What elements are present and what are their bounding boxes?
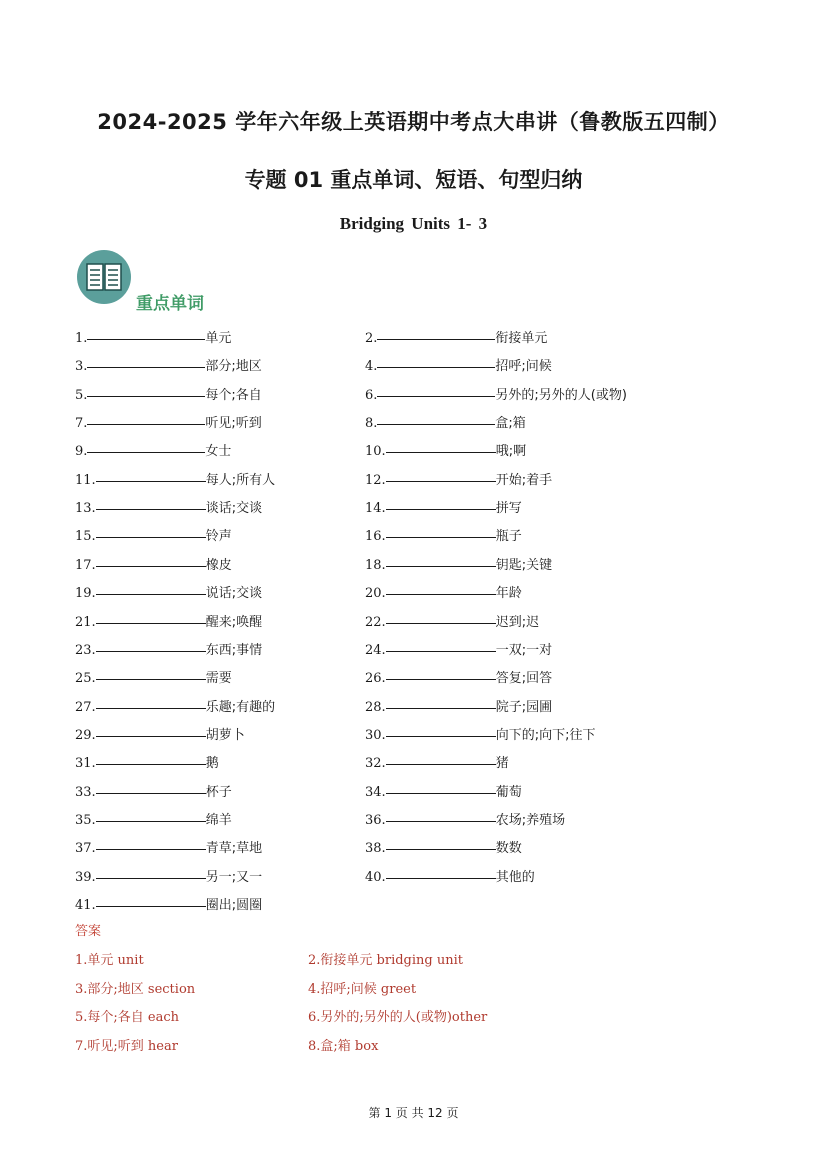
vocab-item: [75, 779, 232, 799]
answer-blank[interactable]: [386, 495, 496, 510]
vocab-item: [365, 864, 535, 884]
vocab-number: 20.: [365, 586, 386, 602]
vocab-meaning: 答复;回答: [495, 671, 553, 687]
vocab-item: [75, 410, 262, 430]
vocab-meaning: 东西;事情: [205, 642, 263, 658]
vocab-number: 19.: [75, 586, 96, 602]
vocab-meaning: 醒来;唤醒: [205, 614, 263, 630]
answer-item: 1.单元 unit: [75, 953, 144, 968]
vocab-item: [75, 353, 262, 373]
answer-blank[interactable]: [377, 325, 495, 340]
vocab-number: 25.: [75, 671, 96, 687]
answer-blank[interactable]: [96, 779, 206, 794]
answer-item: 7.听见;听到 hear: [75, 1038, 178, 1054]
answer-blank[interactable]: [96, 694, 206, 709]
vocab-number: 3.: [75, 359, 88, 375]
vocab-item: [365, 807, 565, 827]
vocab-number: 37.: [75, 841, 96, 857]
vocab-meaning: 单元: [205, 331, 232, 346]
answer-blank[interactable]: [96, 580, 206, 595]
vocab-item: [365, 552, 552, 572]
vocab-item: [75, 750, 219, 770]
vocab-item: [75, 892, 262, 912]
answer-blank[interactable]: [377, 353, 495, 368]
vocab-meaning: 迟到;迟: [495, 614, 540, 630]
answer-blank[interactable]: [96, 864, 206, 879]
answer-blank[interactable]: [386, 637, 496, 652]
vocab-meaning: 盒;箱: [495, 416, 526, 432]
vocab-item: [365, 580, 522, 600]
vocab-meaning: 铃声: [205, 529, 232, 545]
vocab-item: [365, 750, 509, 770]
answer-blank[interactable]: [96, 892, 206, 907]
document-subtitle: 专题 01 重点单词、短语、句型归纳: [244, 168, 583, 192]
vocab-meaning: 另一;又一: [205, 869, 263, 885]
vocab-meaning: 绵羊: [205, 812, 232, 828]
vocab-number: 17.: [75, 557, 96, 573]
vocab-number: 26.: [365, 671, 386, 687]
answer-blank[interactable]: [386, 722, 496, 737]
answer-blank[interactable]: [386, 438, 496, 453]
vocab-item: [75, 722, 245, 742]
vocab-meaning: 猪: [495, 756, 509, 772]
answer-blank[interactable]: [386, 864, 496, 879]
vocab-number: 34.: [365, 784, 386, 800]
answer-blank[interactable]: [386, 750, 496, 765]
vocab-number: 11.: [75, 472, 96, 488]
vocab-meaning: 杯子: [205, 784, 232, 800]
vocab-number: 16.: [365, 529, 386, 545]
vocab-item: [75, 495, 262, 515]
vocab-number: 13.: [75, 501, 96, 517]
vocab-meaning: 女士: [205, 444, 232, 460]
answer-blank[interactable]: [377, 410, 495, 425]
vocab-meaning: 农场;养殖场: [495, 812, 566, 828]
vocab-item: [365, 325, 547, 345]
vocab-number: 35.: [75, 812, 96, 828]
vocab-number: 1.: [75, 331, 88, 346]
units-heading: Bridging Units 1- 3: [339, 214, 488, 233]
vocab-item: [75, 694, 275, 714]
vocab-meaning: 听见;听到: [205, 416, 262, 432]
answer-blank[interactable]: [386, 552, 496, 567]
vocab-item: [365, 438, 526, 458]
answer-blank[interactable]: [386, 779, 496, 794]
vocab-meaning: 年龄: [495, 586, 522, 602]
vocab-meaning: 招呼;问候: [495, 359, 552, 375]
answer-blank[interactable]: [386, 835, 496, 850]
vocab-meaning: 圈出;圆圈: [205, 898, 263, 913]
vocab-number: 10.: [365, 444, 386, 460]
vocab-number: 29.: [75, 727, 96, 743]
vocab-item: [365, 523, 522, 543]
vocab-number: 7.: [75, 416, 88, 432]
vocab-meaning: 向下的;向下;往下: [495, 727, 596, 743]
book-icon: [77, 250, 131, 304]
vocab-number: 30.: [365, 727, 386, 743]
vocab-item: [75, 637, 262, 657]
vocab-number: 33.: [75, 784, 96, 800]
answer-blank[interactable]: [96, 637, 206, 652]
vocab-meaning: 哦;啊: [495, 444, 527, 460]
answer-blank[interactable]: [96, 609, 206, 624]
vocab-item: [365, 467, 552, 487]
answer-item: 5.每个;各自 each: [75, 1010, 180, 1025]
vocab-meaning: 瓶子: [495, 529, 522, 545]
answer-blank[interactable]: [386, 523, 496, 538]
vocab-number: 41.: [75, 898, 96, 913]
vocab-item: [75, 807, 232, 827]
vocab-meaning: 青草;草地: [205, 841, 263, 857]
answer-item: 4.招呼;问候 greet: [308, 981, 417, 997]
vocab-meaning: 另外的;另外的人(或物): [495, 387, 627, 403]
vocab-item: [75, 665, 232, 685]
vocab-item: [365, 722, 595, 742]
vocab-number: 9.: [75, 444, 88, 460]
answer-blank[interactable]: [386, 467, 496, 482]
vocab-item: [365, 779, 522, 799]
answers-heading: 答案: [75, 924, 102, 939]
vocab-number: 6.: [365, 387, 378, 403]
vocab-meaning: 说话;交谈: [205, 586, 263, 602]
vocab-number: 15.: [75, 529, 96, 545]
vocab-item: [365, 694, 552, 714]
vocab-number: 18.: [365, 557, 386, 573]
answer-blank[interactable]: [96, 495, 206, 510]
vocab-number: 5.: [75, 387, 88, 403]
vocab-meaning: 鹅: [205, 756, 219, 772]
vocab-item: [75, 552, 232, 572]
document-title: 2024-2025 学年六年级上英语期中考点大串讲（鲁教版五四制）: [97, 110, 730, 134]
answer-blank[interactable]: [386, 694, 496, 709]
vocab-item: [365, 665, 552, 685]
vocab-item: [75, 835, 262, 855]
vocab-number: 4.: [365, 359, 378, 375]
vocab-meaning: 橡皮: [205, 557, 232, 573]
answer-blank[interactable]: [87, 410, 205, 425]
vocab-meaning: 乐趣;有趣的: [205, 699, 276, 715]
vocab-number: 24.: [365, 642, 386, 658]
vocab-item: [75, 382, 262, 402]
vocab-number: 27.: [75, 699, 96, 715]
answer-blank[interactable]: [87, 382, 205, 397]
vocab-meaning: 每个;各自: [205, 387, 262, 403]
vocab-number: 14.: [365, 501, 386, 517]
answer-blank[interactable]: [96, 750, 206, 765]
vocab-item: [75, 325, 231, 345]
vocab-meaning: 开始;着手: [495, 472, 553, 488]
vocab-meaning: 部分;地区: [205, 359, 262, 375]
answer-blank[interactable]: [377, 382, 495, 397]
answer-blank[interactable]: [96, 835, 206, 850]
vocab-item: [365, 637, 552, 657]
answer-blank[interactable]: [87, 353, 205, 368]
vocab-number: 39.: [75, 869, 96, 885]
vocab-number: 12.: [365, 472, 386, 488]
vocab-number: 2.: [365, 331, 378, 346]
answer-item: 6.另外的;另外的人(或物)other: [308, 1010, 488, 1025]
vocab-meaning: 胡萝卜: [205, 727, 245, 743]
answer-blank[interactable]: [87, 325, 205, 340]
answer-blank[interactable]: [96, 807, 206, 822]
vocab-item: [75, 523, 232, 543]
page-footer: 第 1 页 共 12 页: [368, 1106, 459, 1120]
vocab-meaning: 衔接单元: [495, 331, 548, 346]
answer-blank[interactable]: [96, 552, 206, 567]
vocab-number: 23.: [75, 642, 96, 658]
vocab-item: [75, 609, 262, 629]
vocab-number: 28.: [365, 699, 386, 715]
answer-blank[interactable]: [386, 580, 496, 595]
answer-blank[interactable]: [96, 665, 206, 680]
answer-blank[interactable]: [96, 523, 206, 538]
vocab-number: 21.: [75, 614, 96, 630]
vocab-item: [75, 864, 262, 884]
vocab-number: 32.: [365, 756, 386, 772]
vocab-number: 40.: [365, 869, 386, 885]
vocab-item: [365, 353, 552, 373]
answer-blank[interactable]: [96, 467, 206, 482]
section-title: 重点单词: [136, 294, 204, 314]
vocab-item: [365, 495, 522, 515]
vocab-item: [75, 438, 231, 458]
vocab-meaning: 一双;一对: [495, 642, 553, 658]
vocab-meaning: 院子;园圃: [495, 699, 553, 715]
answer-blank[interactable]: [386, 665, 496, 680]
vocab-number: 8.: [365, 416, 378, 432]
answer-item: 2.衔接单元 bridging unit: [308, 953, 463, 968]
vocab-meaning: 拼写: [495, 501, 522, 517]
vocab-number: 22.: [365, 614, 386, 630]
vocab-meaning: 葡萄: [495, 784, 522, 800]
vocab-number: 38.: [365, 841, 386, 857]
vocab-meaning: 其他的: [495, 869, 535, 885]
vocab-item: [365, 609, 539, 629]
vocab-number: 31.: [75, 756, 96, 772]
vocab-meaning: 数数: [495, 841, 522, 857]
vocab-number: 36.: [365, 812, 386, 828]
answer-item: 3.部分;地区 section: [75, 981, 196, 997]
answer-blank[interactable]: [96, 722, 206, 737]
vocab-item: [75, 467, 275, 487]
vocab-item: [365, 382, 627, 402]
vocab-meaning: 钥匙;关键: [495, 557, 553, 573]
vocab-meaning: 需要: [205, 671, 232, 687]
vocab-item: [75, 580, 262, 600]
vocab-item: [365, 410, 526, 430]
vocab-meaning: 谈话;交谈: [205, 501, 263, 517]
answer-blank[interactable]: [386, 609, 496, 624]
answer-item: 8.盒;箱 box: [308, 1038, 379, 1054]
answer-blank[interactable]: [386, 807, 496, 822]
answer-blank[interactable]: [87, 438, 205, 453]
vocab-item: [365, 835, 522, 855]
vocab-meaning: 每人;所有人: [205, 472, 276, 488]
